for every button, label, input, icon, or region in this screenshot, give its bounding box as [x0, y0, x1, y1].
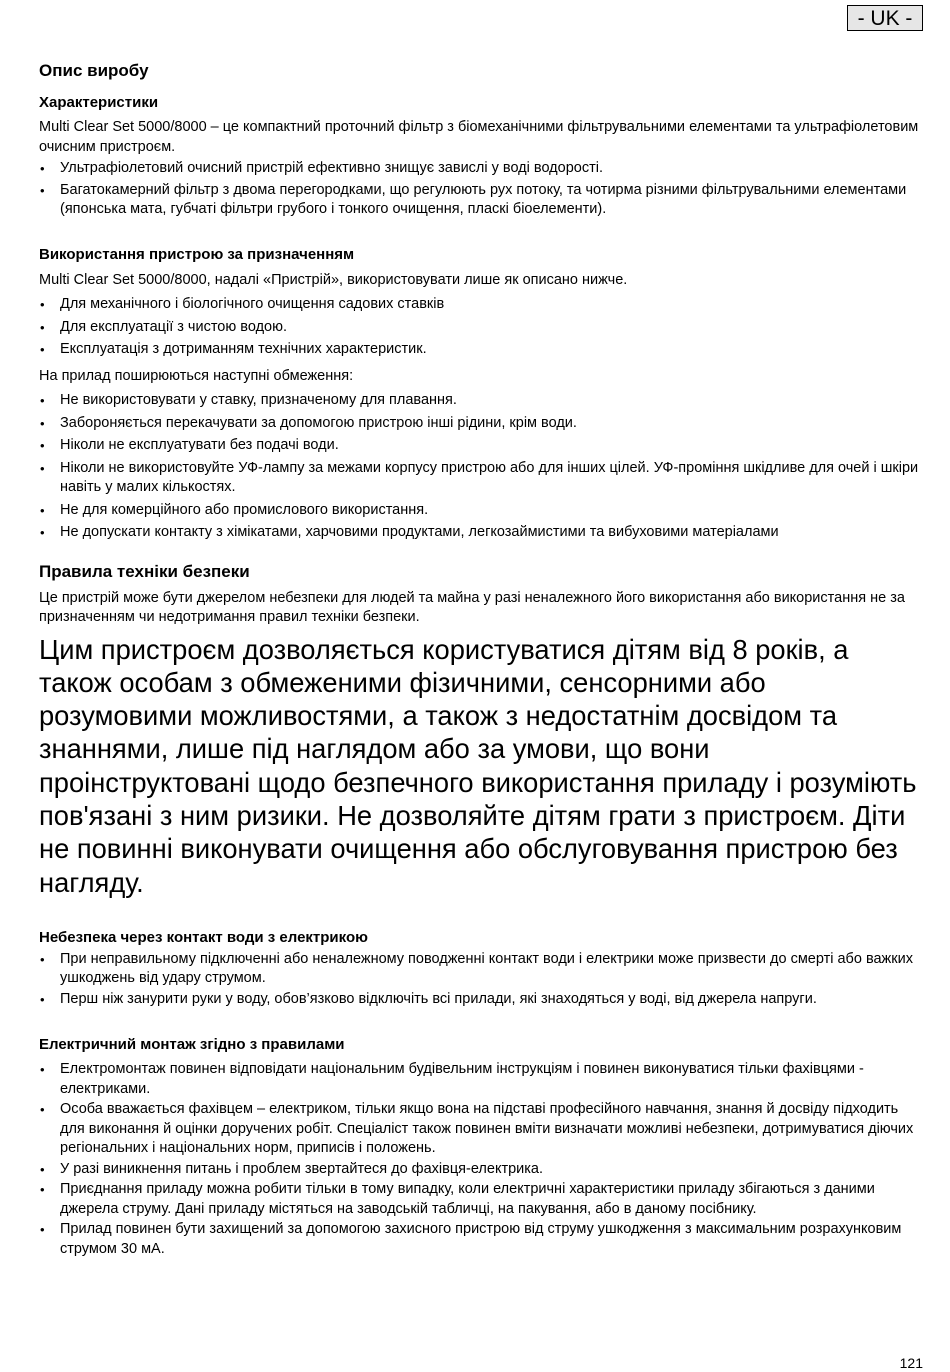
list-item: • Не використовувати у ставку, призначеному для плавання.: [39, 391, 924, 411]
list-item: • Електромонтаж повинен відповідати національним будівельним інструкціям і повинен виконуватися тільки фахівцями - електриками.: [39, 1060, 924, 1099]
list-item: • У разі виникнення питань і проблем звертайтеся до фахівця-електрика.: [39, 1160, 924, 1180]
water-electricity-list: [39, 950, 924, 1010]
list-item: • При неправильному підключенні або неналежному поводженні контакт води і електрики може призвести до смерті або важких ушкоджень від удару струмом.: [39, 950, 924, 989]
intended-use-list: [39, 295, 924, 360]
subheading-intended-use: Використання пристрою за призначенням: [39, 245, 355, 263]
list-item: • Ніколи не використовуйте УФ-лампу за межами корпусу пристрою або для інших цілей. УФ-проміння шкідливе для очей і шкіри навіть у малих кількостях.: [39, 459, 924, 498]
list-item: • Прилад повинен бути захищений за допомогою захисного пристрою від струму ушкодження з максимальним розрахунковим струмом 30 мА.: [39, 1220, 924, 1259]
features-intro: Multi Clear Set 5000/8000 – це компактний проточний фільтр з біомеханічними фільтрувальними елементами та ультрафіолетовим очисним пристроєм.: [39, 119, 919, 155]
subheading-water-electricity: Небезпека через контакт води з електрикою: [39, 928, 368, 946]
subheading-electrical-installation: Електричний монтаж згідно з правилами: [39, 1036, 345, 1054]
electrical-installation-list: [39, 1060, 924, 1259]
list-item: • Приєднання приладу можна робити тільки в тому випадку, коли електричні характеристики приладу збігаються з даними джерела струму. Дані приладу містяться на заводській табличці, на пакування, або в даному посібнику.: [39, 1180, 924, 1219]
list-item: • Для механічного і біологічного очищення садових ставків: [39, 295, 924, 315]
list-item: • Особа вважається фахівцем – електриком, тільки якщо вона на підставі професійного навчання, знання й досвіду підходить для виконання й оцінки доручених робіт. Спеціаліст також повинен вміти визначати можливі небезпеки, дотримуватися діючих регіональних і національних норм, приписів і положень.: [39, 1100, 924, 1159]
subheading-features: Характеристики: [39, 94, 159, 111]
list-item: • Багатокамерний фільтр з двома перегородками, що регулюють рух потоку, та чотирма різними фільтрувальними елементами (японська мата, губчаті фільтри грубого і тонкого очищення, пласкі біоелементи).: [39, 181, 924, 220]
children-warning: Цим пристроєм дозволяється користуватися дітям від 8 років, а також особам з обмеженими фізичними, сенсорними або розумовими можливостями, а також з недостатнім досвідом та знаннями, лише під наглядом або за умови, що вони проінструктовані щодо безпечного використання приладу і розуміють пов'язані з ним ризики. Не дозволяйте дітям грати з пристроєм. Діти не повинні виконувати очищення або обслуговування пристрою без нагляду.: [39, 633, 917, 898]
page-content: [39, 60, 924, 1259]
restrictions-list: [39, 391, 924, 543]
list-item: • Не для комерційного або промислового використання.: [39, 501, 924, 521]
list-item: • Ультрафіолетовий очисний пристрій ефективно знищує завислі у воді водорості.: [39, 159, 924, 179]
safety-intro: Це пристрій може бути джерелом небезпеки для людей та майна у разі неналежного його використання або використання не за призначенням чи недотримання правил техніки безпеки.: [39, 589, 905, 625]
section-title-product-description: Опис виробу: [39, 61, 149, 80]
language-badge: - UK -: [847, 5, 923, 31]
list-item: • Забороняється перекачувати за допомогою пристрою інші рідини, крім води.: [39, 414, 924, 434]
list-item: • Для експлуатації з чистою водою.: [39, 318, 924, 338]
list-item: • Експлуатація з дотриманням технічних характеристик.: [39, 340, 924, 360]
list-item: • Перш ніж занурити руки у воду, обов’язково відключіть всі прилади, які знаходяться у воді, від джерела напруги.: [39, 990, 924, 1010]
page-number: 121: [899, 1355, 923, 1371]
features-list: [39, 159, 924, 220]
section-title-safety: Правила техніки безпеки: [39, 561, 250, 581]
list-item: • Не допускати контакту з хімікатами, харчовими продуктами, легкозаймистими та вибуховими матеріалами: [39, 523, 924, 543]
list-item: • Ніколи не експлуатувати без подачі води.: [39, 436, 924, 456]
restrictions-intro: На прилад поширюються наступні обмеження:: [39, 367, 354, 384]
intended-use-intro: Multi Clear Set 5000/8000, надалі «Пристрій», використовувати лише як описано нижче.: [39, 271, 628, 288]
